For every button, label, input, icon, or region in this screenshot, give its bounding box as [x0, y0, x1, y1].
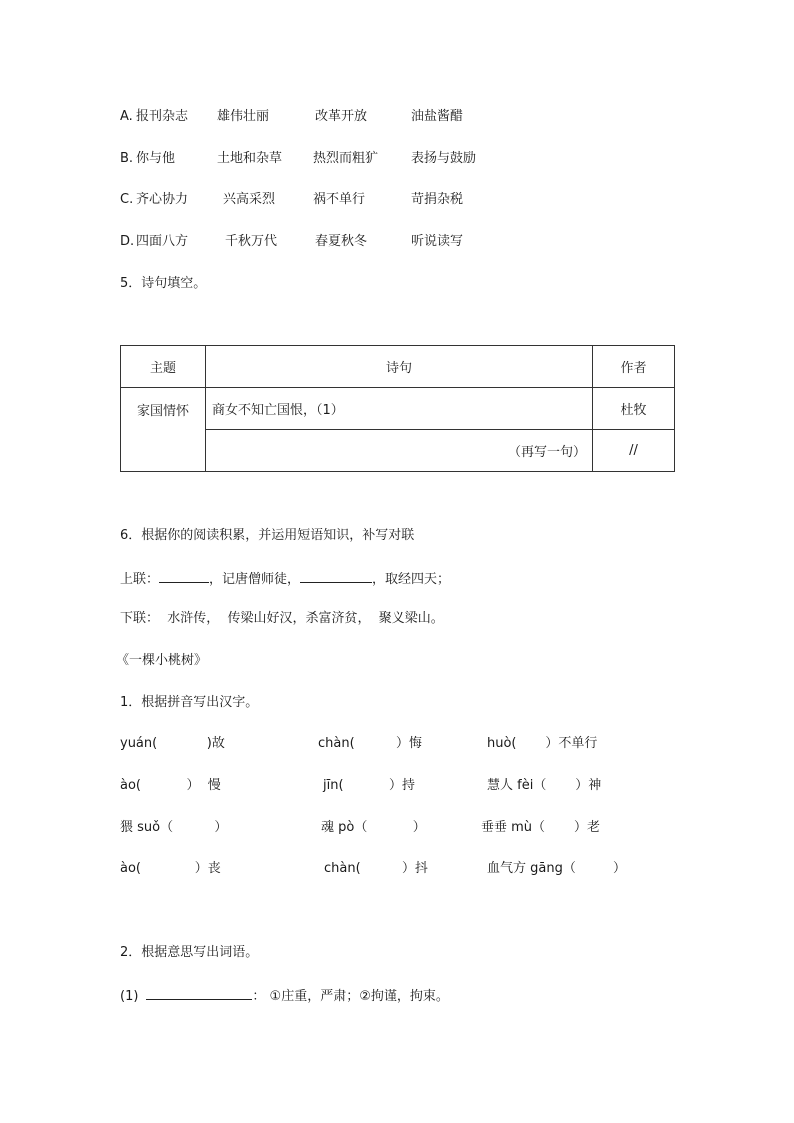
pinyin-item: 垂垂 mù（ ）老	[481, 820, 600, 835]
option-label: A.	[120, 109, 133, 124]
option-item: 表扬与鼓励	[411, 151, 477, 166]
option-label: C.	[120, 192, 134, 207]
pinyin-item: 慧人 fèi（ ）神	[487, 778, 602, 793]
upper-couplet-middle: ，记唐僧师徒，	[209, 572, 301, 587]
pinyin-item: 猥 suǒ（ ）	[120, 820, 228, 835]
upper-couplet-end: ，取经四天；	[372, 572, 451, 587]
question-5-title: 5．诗句填空。	[120, 276, 207, 291]
table-header-row	[121, 346, 675, 388]
option-item: 改革开放	[315, 109, 368, 124]
option-item: 你与他	[136, 151, 176, 166]
option-item: 报刊杂志	[136, 109, 189, 124]
answer-blank[interactable]	[146, 986, 252, 1000]
author-cell: //	[593, 430, 675, 472]
answer-blank[interactable]	[159, 569, 209, 583]
option-item: 雄伟壮丽	[217, 109, 270, 124]
table-row	[121, 388, 675, 430]
theme-cell: 家国情怀	[121, 388, 206, 472]
question-6-title: 6．根据你的阅读积累，并运用短语知识，补写对联	[120, 528, 415, 543]
header-verse: 诗句	[206, 346, 593, 388]
verse-cell: （再写一句）	[206, 430, 593, 472]
meaning-section-title: 2．根据意思写出词语。	[120, 945, 259, 960]
item-number: (1)	[120, 989, 139, 1004]
pinyin-item: 血气方 gāng（ ）	[487, 861, 627, 876]
pinyin-item: yuán( )故	[120, 736, 225, 751]
option-item: 苛捐杂税	[411, 192, 464, 207]
pinyin-item: chàn( ）悔	[318, 736, 422, 751]
option-item: 土地和杂草	[217, 151, 283, 166]
option-item: 热烈而粗犷	[313, 151, 379, 166]
pinyin-item: ào( ） 慢	[120, 778, 221, 793]
option-label: B.	[120, 151, 134, 166]
pinyin-item: ào( ）丧	[120, 861, 221, 876]
header-theme: 主题	[121, 346, 206, 388]
pinyin-item: huò( ）不单行	[487, 736, 598, 751]
pinyin-section-title: 1．根据拼音写出汉字。	[120, 695, 259, 710]
header-author: 作者	[593, 346, 675, 388]
pinyin-item: jīn( ）持	[323, 778, 415, 793]
verse-cell: 商女不知亡国恨，（1）	[206, 388, 593, 430]
option-item: 千秋万代	[225, 234, 278, 249]
lower-couplet: 下联： 水浒传， 传梁山好汉，杀富济贫， 聚义梁山。	[120, 611, 444, 626]
lesson-title: 《一棵小桃树》	[116, 653, 208, 668]
option-item: 春夏秋冬	[315, 234, 368, 249]
poem-table	[120, 345, 675, 472]
item-definition: ： ①庄重，严肃；②拘谨，拘束。	[252, 989, 449, 1004]
option-item: 齐心协力	[136, 192, 189, 207]
pinyin-item: chàn( ）抖	[324, 861, 428, 876]
option-item: 油盐酱醋	[411, 109, 464, 124]
option-item: 听说读写	[411, 234, 464, 249]
author-cell: 杜牧	[593, 388, 675, 430]
option-item: 兴高采烈	[223, 192, 276, 207]
upper-couplet	[120, 569, 450, 589]
option-label: D.	[120, 234, 135, 249]
pinyin-item: 魂 pò（ ）	[321, 820, 426, 835]
upper-couplet-label: 上联：	[120, 572, 160, 587]
answer-blank[interactable]	[300, 569, 372, 583]
meaning-item-1	[120, 986, 449, 1006]
option-item: 四面八方	[136, 234, 189, 249]
option-item: 祸不单行	[313, 192, 366, 207]
